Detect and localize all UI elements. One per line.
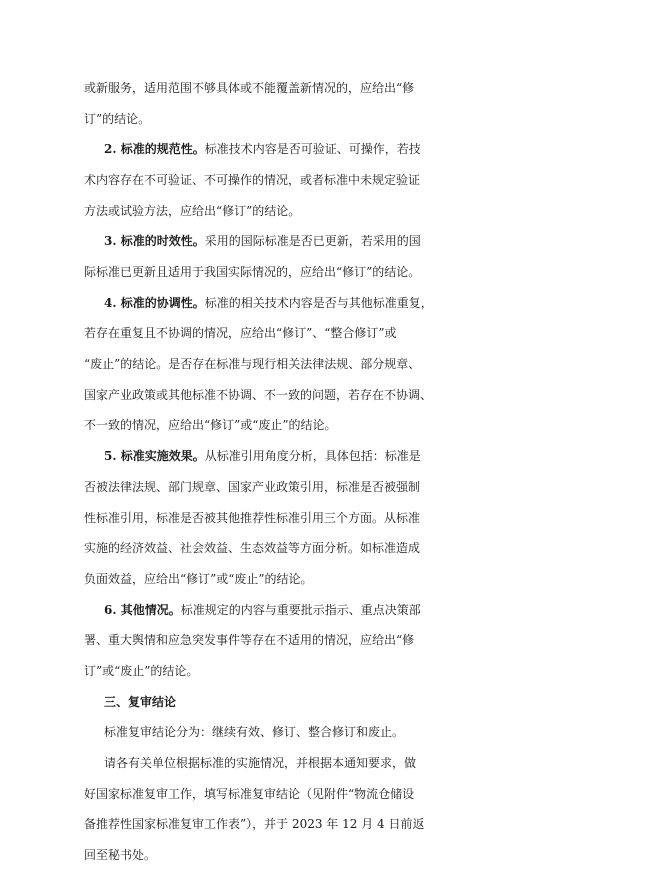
text-line: 否被法律法规、部门规章、国家产业政策引用，标准是否被强制 <box>84 480 421 494</box>
text-span: 标准的相关技术内容是否与其他标准重复， <box>204 296 433 310</box>
text-span: 标准技术内容是否可验证、可操作，若技 <box>204 142 421 156</box>
text-line: 方法或试验方法，应给出“修订”的结论。 <box>84 204 301 218</box>
text-line: 请各有关单位根据标准的实施情况，并根据本通知要求，做 <box>104 756 417 770</box>
text-line: “废止”的结论。是否存在标准与现行相关法律法规、部分规章、 <box>84 357 421 371</box>
paragraph-first-line <box>0 134 650 164</box>
text-line: 性标准引用，标准是否被其他推荐性标准引用三个方面。从标准 <box>84 511 421 525</box>
text-line: 标准复审结论分为：继续有效、修订、整合修订和废止。 <box>104 725 405 739</box>
text-line: 备推荐性国家标准复审工作表”），并于 2023 年 12 月 4 日前返 <box>84 817 425 831</box>
text-line: 术内容存在不可验证、不可操作的情况，或者标准中未规定验证 <box>84 173 421 187</box>
paragraph-heading: 2. 标准的规范性。 <box>104 142 205 156</box>
paragraph-first-line <box>0 595 650 625</box>
text-line: 际标准已更新且适用于我国实际情况的，应给出“修订”的结论。 <box>84 265 421 279</box>
text-span: 采用的国际标准是否已更新，若采用的国 <box>204 234 421 248</box>
paragraph-heading: 6. 其他情况。 <box>104 603 181 617</box>
text-line: 不一致的情况，应给出“修订”或“废止”的结论。 <box>84 418 337 432</box>
paragraph-first-line <box>0 226 650 256</box>
text-line: 国家产业政策或其他标准不协调、不一致的问题，若存在不协调、 <box>84 388 433 402</box>
text-line: 负面效益，应给出“修订”或“废止”的结论。 <box>84 572 313 586</box>
text-line: 好国家标准复审工作，填写标准复审结论（见附件“物流仓储设 <box>84 787 415 801</box>
text-line: 署、重大舆情和应急突发事件等存在不适用的情况，应给出“修 <box>84 633 415 647</box>
text-line: 实施的经济效益、社会效益、生态效益等方面分析。如标准造成 <box>84 541 421 555</box>
text-line: 订”的结论。 <box>84 112 151 126</box>
text-span: 标准规定的内容与重要批示指示、重点决策部 <box>180 603 421 617</box>
section-title: 三、复审结论 <box>104 695 177 709</box>
text-line: 若存在重复且不协调的情况，应给出“修订”、“整合修订”或 <box>84 326 397 340</box>
text-line: 回至秘书处。 <box>84 848 157 862</box>
paragraph-first-line <box>0 288 650 318</box>
paragraph-heading: 3. 标准的时效性。 <box>104 234 205 248</box>
paragraph-heading: 4. 标准的协调性。 <box>104 296 205 310</box>
paragraph-heading: 5. 标准实施效果。 <box>104 449 205 463</box>
text-line: 或新服务，适用范围不够具体或不能覆盖新情况的，应给出“修 <box>84 81 415 95</box>
text-line: 订”或“废止”的结论。 <box>84 664 199 678</box>
text-span: 从标准引用角度分析，具体包括：标准是 <box>204 449 421 463</box>
paragraph-first-line <box>0 441 650 471</box>
